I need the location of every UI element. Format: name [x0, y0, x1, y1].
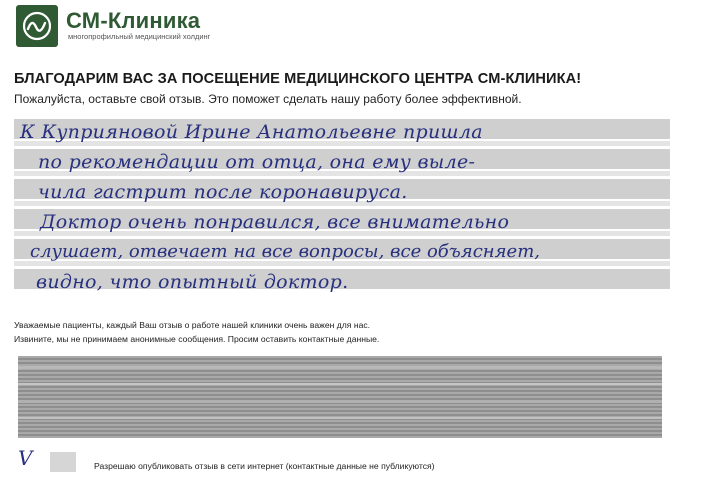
review-line: видно, что опытный доктор. [36, 271, 349, 293]
logo-emblem-icon [16, 5, 58, 47]
review-line: К Куприяновой Ирине Анатольевне пришла [20, 121, 483, 143]
review-line: слушает, отвечает на все вопросы, все объясняет, [30, 241, 540, 262]
consent-check-mark: V [18, 446, 33, 470]
notice-line-1: Уважаемые пациенты, каждый Ваш отзыв о работе нашей клиники очень важен для нас. [14, 320, 371, 330]
redacted-contact-block [18, 356, 662, 438]
notice-line-2: Извините, мы не принимаем анонимные сообщения. Просим оставить контактные данные. [14, 334, 380, 344]
consent-label: Разрешаю опубликовать отзыв в сети интернет (контактные данные не публикуются) [94, 461, 435, 471]
consent-checkbox-shade [50, 452, 76, 472]
form-subheading: Пожалуйста, оставьте свой отзыв. Это поможет сделать нашу работу более эффективной. [14, 92, 522, 106]
review-line: чила гастрит после коронавируса. [38, 181, 408, 203]
clinic-logo [16, 5, 58, 47]
form-heading: БЛАГОДАРИМ ВАС ЗА ПОСЕЩЕНИЕ МЕДИЦИНСКОГО ЦЕНТРА СМ-КЛИНИКА! [14, 71, 582, 87]
brand-tagline: многопрофильный медицинский холдинг [68, 32, 211, 41]
review-text-area [14, 117, 670, 308]
review-line: по рекомендации от отца, она ему выле- [38, 151, 476, 173]
review-line: Доктор очень понравился, все внимательно [40, 211, 510, 233]
brand-name: СМ-Клиника [66, 8, 201, 33]
